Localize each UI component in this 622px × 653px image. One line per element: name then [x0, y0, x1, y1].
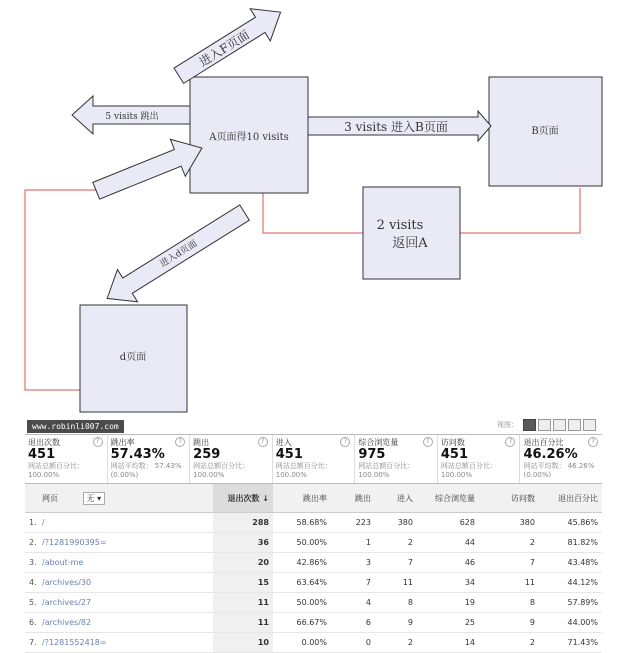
- metric-sub: 网站总额百分比：: [275, 462, 332, 470]
- help-icon[interactable]: ?: [588, 437, 598, 447]
- box-b-label: B页面: [531, 126, 559, 137]
- chevron-down-icon: ▾: [97, 493, 102, 503]
- table-row: [25, 573, 602, 593]
- metric-sub: 网站总额百分比：: [358, 462, 415, 470]
- performance-view-icon[interactable]: [553, 419, 566, 431]
- metric-label: 退出次数: [28, 438, 60, 447]
- row-visits: 9: [479, 613, 539, 633]
- arrow-to-d-label: 进入d页面: [158, 238, 200, 270]
- col-bounces[interactable]: 跳出: [331, 484, 375, 513]
- row-bounce-rate: 50.00%: [273, 533, 331, 553]
- table-header-row: [25, 484, 602, 513]
- metric-visits: [438, 435, 521, 483]
- row-visits: 2: [479, 633, 539, 653]
- row-bounces: 0: [331, 633, 375, 653]
- row-bounces: 223: [331, 513, 375, 533]
- comparison-view-icon[interactable]: [568, 419, 581, 431]
- table-row: [25, 513, 602, 533]
- row-entrances: 8: [375, 593, 417, 613]
- metric-sub: 网站总额百分比：: [193, 462, 250, 470]
- col-pageviews[interactable]: 综合浏览量: [417, 484, 479, 513]
- row-entrances: 11: [375, 573, 417, 593]
- row-visits: 380: [479, 513, 539, 533]
- metric-label: 跳出率: [110, 438, 135, 447]
- box-return: [363, 187, 460, 279]
- metric-label: 跳出: [193, 438, 210, 447]
- row-visits: 8: [479, 593, 539, 613]
- metric-sub: 网站平均数： 57.43%: [110, 462, 182, 470]
- row-bounces: 1: [331, 533, 375, 553]
- metric-value: 57.43%: [110, 447, 165, 462]
- row-page-link[interactable]: /archives/27: [41, 593, 213, 613]
- row-exits: 20: [213, 553, 273, 573]
- metric-value: 46.26%: [523, 447, 578, 462]
- row-entrances: 2: [375, 633, 417, 653]
- row-pageviews: 34: [417, 573, 479, 593]
- row-bounce-rate: 63.64%: [273, 573, 331, 593]
- row-page-link[interactable]: /archives/30: [41, 573, 213, 593]
- metric-value: 259: [193, 447, 221, 462]
- metric-label: 退出百分比: [523, 438, 564, 447]
- table-row: [25, 613, 602, 633]
- col-exit-pct[interactable]: 退出百分比: [539, 484, 602, 513]
- metric-sub: (0.00%): [523, 471, 552, 479]
- row-exit-pct: 44.12%: [539, 573, 602, 593]
- row-index: 3.: [25, 553, 41, 573]
- col-entrances[interactable]: 进入: [375, 484, 417, 513]
- row-index: 4.: [25, 573, 41, 593]
- metric-entrances: [273, 435, 356, 483]
- connector-return-to-b: [460, 188, 580, 233]
- row-exit-pct: 71.43%: [539, 633, 602, 653]
- table-row: [25, 593, 602, 613]
- metric-bounce-rate: [108, 435, 191, 483]
- row-entrances: 2: [375, 533, 417, 553]
- row-bounces: 6: [331, 613, 375, 633]
- metric-sub: 100.00%: [28, 471, 60, 479]
- row-exits: 11: [213, 593, 273, 613]
- row-pageviews: 628: [417, 513, 479, 533]
- box-a-label: A页面得10 visits: [209, 132, 289, 143]
- row-exit-pct: 44.00%: [539, 613, 602, 633]
- help-icon[interactable]: ?: [340, 437, 350, 447]
- analytics-report: [25, 418, 602, 646]
- row-exits: 10: [213, 633, 273, 653]
- row-pageviews: 14: [417, 633, 479, 653]
- row-pageviews: 19: [417, 593, 479, 613]
- metric-value: 451: [275, 447, 303, 462]
- row-index: 7.: [25, 633, 41, 653]
- metric-sub: 100.00%: [440, 471, 473, 479]
- row-visits: 2: [479, 533, 539, 553]
- box-return-line2: 返回A: [392, 236, 428, 251]
- row-bounce-rate: 58.68%: [273, 513, 331, 533]
- help-icon[interactable]: ?: [93, 437, 103, 447]
- row-exit-pct: 81.82%: [539, 533, 602, 553]
- row-entrances: 7: [375, 553, 417, 573]
- row-bounce-rate: 66.67%: [273, 613, 331, 633]
- pie-view-icon[interactable]: [538, 419, 551, 431]
- row-index: 5.: [25, 593, 41, 613]
- col-visits[interactable]: 访问数: [479, 484, 539, 513]
- row-exit-pct: 45.86%: [539, 513, 602, 533]
- metric-sub: 100.00%: [358, 471, 390, 479]
- col-bounce-rate[interactable]: 跳出率: [273, 484, 331, 513]
- row-bounce-rate: 0.00%: [273, 633, 331, 653]
- table-row: [25, 533, 602, 553]
- row-page-link[interactable]: /archives/82: [41, 613, 213, 633]
- col-exits[interactable]: 退出次数 ↓: [213, 484, 273, 513]
- metric-exit-pct: [520, 435, 602, 483]
- metric-label: 访问数: [440, 438, 465, 447]
- col-page[interactable]: [41, 484, 213, 513]
- metric-pageviews: [355, 435, 438, 483]
- row-page-link[interactable]: /?1281552418=: [41, 633, 213, 653]
- row-exits: 15: [213, 573, 273, 593]
- metric-value: 975: [358, 447, 386, 462]
- row-index: 1.: [25, 513, 41, 533]
- metric-value: 451: [440, 447, 469, 462]
- metric-exits: [25, 435, 108, 483]
- row-visits: 7: [479, 553, 539, 573]
- row-exit-pct: 43.48%: [539, 553, 602, 573]
- arrow-to-f-label: 进入F页面: [196, 27, 252, 70]
- row-entrances: 9: [375, 613, 417, 633]
- pivot-view-icon[interactable]: [583, 419, 596, 431]
- row-entrances: 380: [375, 513, 417, 533]
- metric-bounces: [190, 435, 273, 483]
- row-index: 6.: [25, 613, 41, 633]
- col-index: [25, 484, 41, 513]
- filter-value: 无: [86, 493, 95, 503]
- dimension-filter-select[interactable]: [83, 492, 106, 505]
- row-page-link[interactable]: /?1281990395=: [41, 533, 213, 553]
- box-d-label: d页面: [119, 352, 147, 363]
- row-exit-pct: 57.89%: [539, 593, 602, 613]
- view-switcher: [497, 419, 596, 431]
- metric-sub: (0.00%): [110, 471, 139, 479]
- metric-sub: 100.00%: [275, 471, 307, 479]
- arrow-a-to-b-label: 3 visits 进入B页面: [344, 120, 448, 134]
- metric-sub: 100.00%: [193, 471, 225, 479]
- metric-label: 综合浏览量: [358, 438, 399, 447]
- row-pageviews: 25: [417, 613, 479, 633]
- row-bounce-rate: 50.00%: [273, 593, 331, 613]
- report-topbar: [25, 418, 602, 434]
- row-bounces: 7: [331, 573, 375, 593]
- row-visits: 11: [479, 573, 539, 593]
- row-index: 2.: [25, 533, 41, 553]
- box-return-line1: 2 visits: [376, 218, 424, 233]
- site-label: www.robinli007.com: [27, 420, 124, 433]
- help-icon[interactable]: ?: [175, 437, 185, 447]
- metric-label: 进入: [275, 438, 292, 447]
- metric-sub: 网站总额百分比：: [440, 462, 497, 470]
- row-page-link[interactable]: /about-me: [41, 553, 213, 573]
- help-icon[interactable]: ?: [258, 437, 268, 447]
- connector-a-to-return: [263, 193, 363, 233]
- pages-table: [25, 484, 602, 653]
- row-exits: 288: [213, 513, 273, 533]
- row-pageviews: 46: [417, 553, 479, 573]
- row-bounces: 4: [331, 593, 375, 613]
- arrow-bounce-label: 5 visits 跳出: [105, 112, 159, 122]
- row-exits: 36: [213, 533, 273, 553]
- metric-sub: 网站总额百分比：: [28, 462, 84, 470]
- row-bounce-rate: 42.86%: [273, 553, 331, 573]
- help-icon[interactable]: ?: [423, 437, 433, 447]
- col-page-label: 网页: [42, 493, 58, 503]
- metric-sub: 网站平均数： 46.26%: [523, 462, 595, 470]
- view-label: 视图：: [497, 421, 518, 429]
- row-exits: 11: [213, 613, 273, 633]
- row-bounces: 3: [331, 553, 375, 573]
- row-pageviews: 44: [417, 533, 479, 553]
- table-view-icon[interactable]: [523, 419, 536, 431]
- help-icon[interactable]: ?: [505, 437, 515, 447]
- metrics-summary: [25, 434, 602, 484]
- row-page-link[interactable]: /: [41, 513, 213, 533]
- table-row: [25, 553, 602, 573]
- metric-value: 451: [28, 447, 56, 462]
